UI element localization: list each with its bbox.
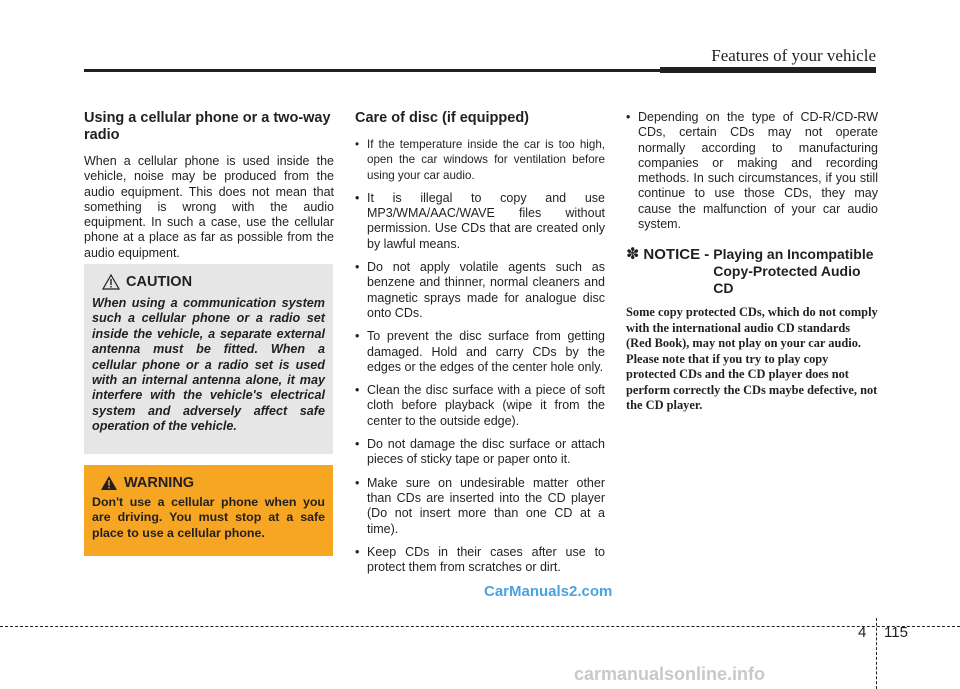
page-number: 115	[884, 624, 908, 641]
list-item	[355, 383, 605, 429]
list-item-text: Do not damage the disc surface or attach pieces of sticky tape or paper onto it.	[367, 437, 605, 467]
list-item-text: Depending on the type of CD-R/CD-RW CDs, certain CDs may not operate normally according to manufacturing companies or making and recording methods. In such circumstances, if you still continue to use those CDs, they may cause the malfunction of your car audio system.	[638, 110, 878, 232]
cellular-heading: Using a cellular phone or a two-way radio	[84, 110, 331, 143]
bullet-marker: •	[355, 475, 360, 490]
disc-care-list	[355, 137, 605, 575]
notice-header	[626, 246, 878, 297]
notice-body: Some copy protected CDs, which do not comply with the international audio CD standards (Red Book), may not play on your car audio. Please note that if you try to play copy protected CDs and the CD player does not perform correctly the CDs maybe defective, not the CD player.	[626, 305, 878, 413]
list-item	[626, 110, 878, 232]
footer-dashed-rule	[0, 626, 960, 627]
warning-header	[100, 475, 325, 491]
running-header-title: Features of your vehicle	[711, 46, 876, 65]
bullet-marker: •	[626, 110, 631, 124]
list-item	[355, 476, 605, 537]
warning-triangle-icon	[100, 475, 118, 491]
list-item-text: Clean the disc surface with a piece of soft cloth before playback (wipe it from the center to the outside edge).	[367, 383, 605, 428]
bullet-marker: •	[355, 437, 360, 452]
disc-care-heading: Care of disc (if equipped)	[355, 110, 530, 126]
bullet-marker: •	[355, 383, 360, 398]
list-item-text: Make sure on undesirable matter other than CDs are inserted into the CD player (Do not insert more than one CD at a time).	[367, 475, 605, 536]
cellular-body: When a cellular phone is used inside the vehicle, noise may be produced from the audio equipment. This does not mean that something is wrong with the audio equipment. In such a case, use the cellular phone at a place as far as possible from the audio equipment.	[84, 154, 334, 260]
list-item-text: To prevent the disc surface from getting damaged. Hold and carry CDs by the edges or the edges of the center hole only.	[367, 329, 605, 374]
chapter-number: 4	[858, 624, 867, 641]
warning-box	[84, 465, 333, 556]
footer-vertical-rule	[876, 618, 877, 689]
warning-body: Don't use a cellular phone when you are driving. You must stop at a safe place to use a cellular phone.	[92, 495, 325, 540]
warning-title: WARNING	[124, 475, 195, 491]
bullet-marker: •	[355, 190, 360, 205]
list-item-text: Keep CDs in their cases after use to protect them from scratches or dirt.	[367, 544, 605, 575]
watermark-carmanualsonline: carmanualsonline.info	[574, 664, 766, 684]
list-item	[355, 137, 605, 183]
cd-type-list	[626, 110, 878, 232]
list-item	[355, 545, 605, 576]
notice-subtitle: Playing an Incompatible Copy-Protected Audio CD	[713, 246, 874, 297]
bullet-marker: •	[355, 260, 360, 275]
caution-body: When using a communication system such a cellular phone or a radio set inside the vehicle, a separate external antenna must be fitted. When a cellular phone or a radio set is used with an internal antenna alone, it may interfere with the vehicle's electrical system and adversely affect safe operation of the vehicle.	[92, 296, 325, 434]
notice-star-icon: ✽	[626, 246, 640, 264]
header-rule-thick	[660, 67, 876, 73]
list-item-text: If the temperature inside the car is too high, open the car windows for ventilation before using your car audio.	[367, 138, 605, 182]
list-item	[355, 329, 605, 375]
notice-label: NOTICE -	[643, 246, 710, 264]
column-left	[84, 110, 334, 261]
list-item-text: It is illegal to copy and use MP3/WMA/AAC/WAVE files without permission. Use CDs that are created only by lawful means.	[367, 190, 605, 251]
caution-box	[84, 264, 333, 454]
caution-title: CAUTION	[126, 274, 193, 290]
caution-header	[102, 274, 325, 290]
column-middle	[355, 110, 605, 583]
watermark-carmanuals2: CarManuals2.com	[484, 583, 613, 600]
list-item	[355, 437, 605, 468]
bullet-marker: •	[355, 544, 360, 559]
bullet-marker: •	[355, 138, 360, 151]
column-right	[626, 110, 878, 414]
list-item	[355, 191, 605, 252]
list-item	[355, 260, 605, 321]
bullet-marker: •	[355, 329, 360, 344]
list-item-text: Do not apply volatile agents such as benzene and thinner, normal cleaners and magnetic sprays made for analogue disc onto CDs.	[367, 260, 605, 320]
caution-triangle-icon	[102, 274, 120, 290]
